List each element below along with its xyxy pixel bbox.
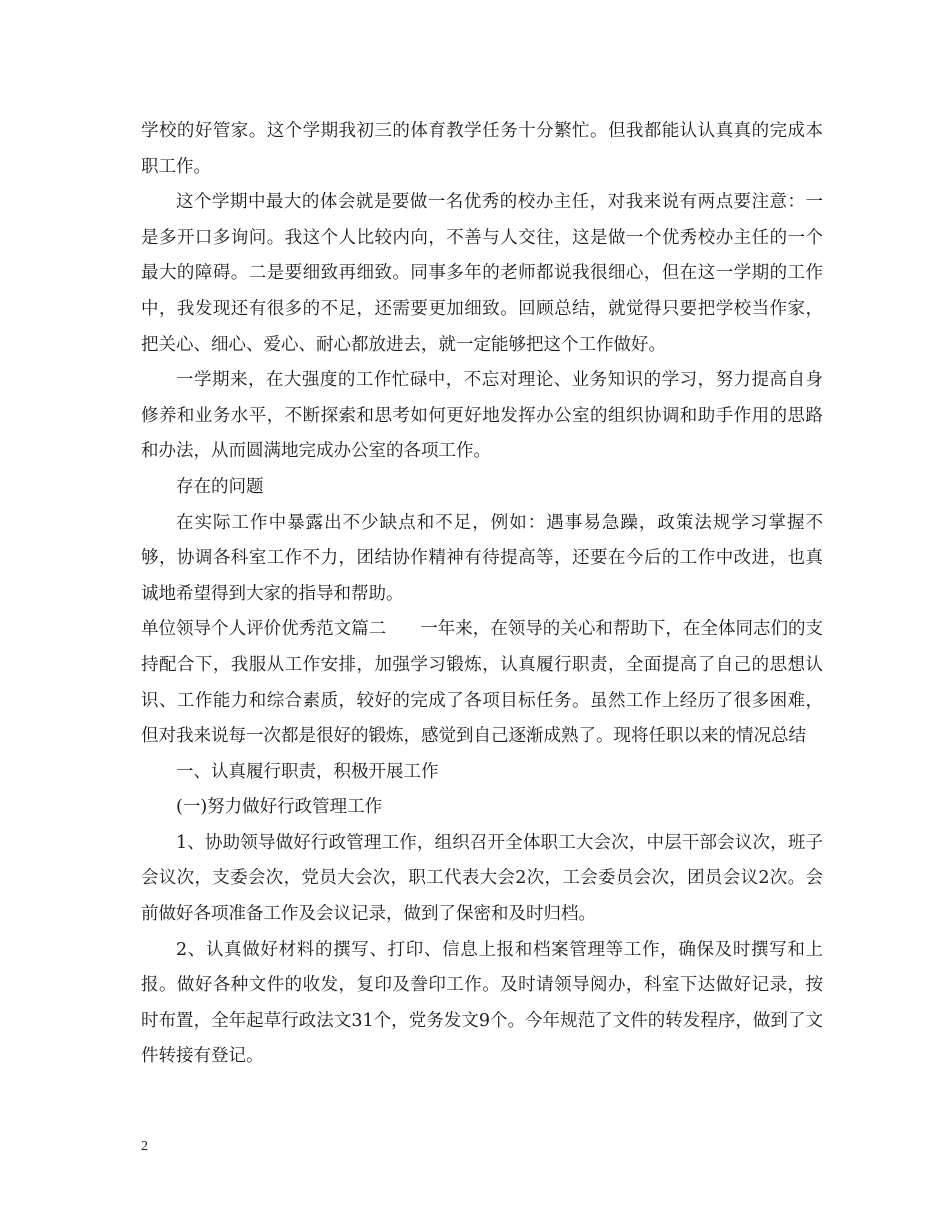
paragraph-item-2: 2、认真做好材料的撰写、打印、信息上报和档案管理等工作，确保及时撰写和上报。做好各种文件的收发，复印及誊印工作。及时请领导阅办，科室下达做好记录，按时布置，全年起草行政法文31个，党务发文9个。今年规范了文件的转发程序，做到了文件转接有登记。	[141, 939, 823, 1067]
section-intro: 一年来，在领导的关心和帮助下，在全体同志们的支持配合下，我服从工作安排，加强学习锻炼，认真履行职责，全面提高了自己的思想认识、工作能力和综合素质，较好的完成了各项目标任务。虽然工作上经历了很多困难，但对我来说每一次都是很好的锻炼，感觉到自己逐渐成熟了。现将任职以来的情况总结	[141, 619, 824, 747]
paragraph-item-1: 1、协助领导做好行政管理工作，组织召开全体职工大会次，中层干部会议次，班子会议次，支委会次，党员大会次，职工代表大会2次，工会委员会次，团员会议2次。会前做好各项准备工作及会议记录，做到了保密和及时归档。	[141, 832, 823, 925]
subheading-problems: 存在的问题	[176, 476, 264, 497]
page-number: 2	[141, 1139, 148, 1154]
paragraph-3: 一学期来，在大强度的工作忙碌中，不忘对理论、业务知识的学习，努力提高自身修养和业务水平，不断探索和思考如何更好地发挥办公室的组织协调和助手作用的思路和办法，从而圆满地完成办公室的各项工作。	[141, 370, 823, 462]
section-2-paragraph	[141, 612, 823, 754]
paragraph-1: 学校的好管家。这个学期我初三的体育教学任务十分繁忙。但我都能认认真真的完成本职工作。	[141, 121, 823, 177]
heading-level-2: (一)努力做好行政管理工作	[176, 797, 383, 818]
heading-level-1: 一、认真履行职责，积极开展工作	[176, 761, 439, 782]
paragraph-2: 这个学期中最大的体会就是要做一名优秀的校办主任，对我来说有两点要注意：一是多开口多询问。我这个人比较内向，不善与人交往，这是做一个优秀校办主任的一个最大的障碍。二是要细致再细致。同事多年的老师都说我很细心，但在这一学期的工作中，我发现还有很多的不足，还需要更加细致。回顾总结，就觉得只要把学校当作家，把关心、细心、爱心、耐心都放进去，就一定能够把这个工作做好。	[141, 192, 823, 355]
document-body	[141, 114, 823, 1075]
section-title: 单位领导个人评价优秀范文篇二	[141, 619, 387, 640]
paragraph-4: 在实际工作中暴露出不少缺点和不足，例如：遇事易急躁，政策法规学习掌握不够，协调各科室工作不力，团结协作精神有待提高等，还要在今后的工作中改进，也真诚地希望得到大家的指导和帮助。	[141, 512, 823, 604]
